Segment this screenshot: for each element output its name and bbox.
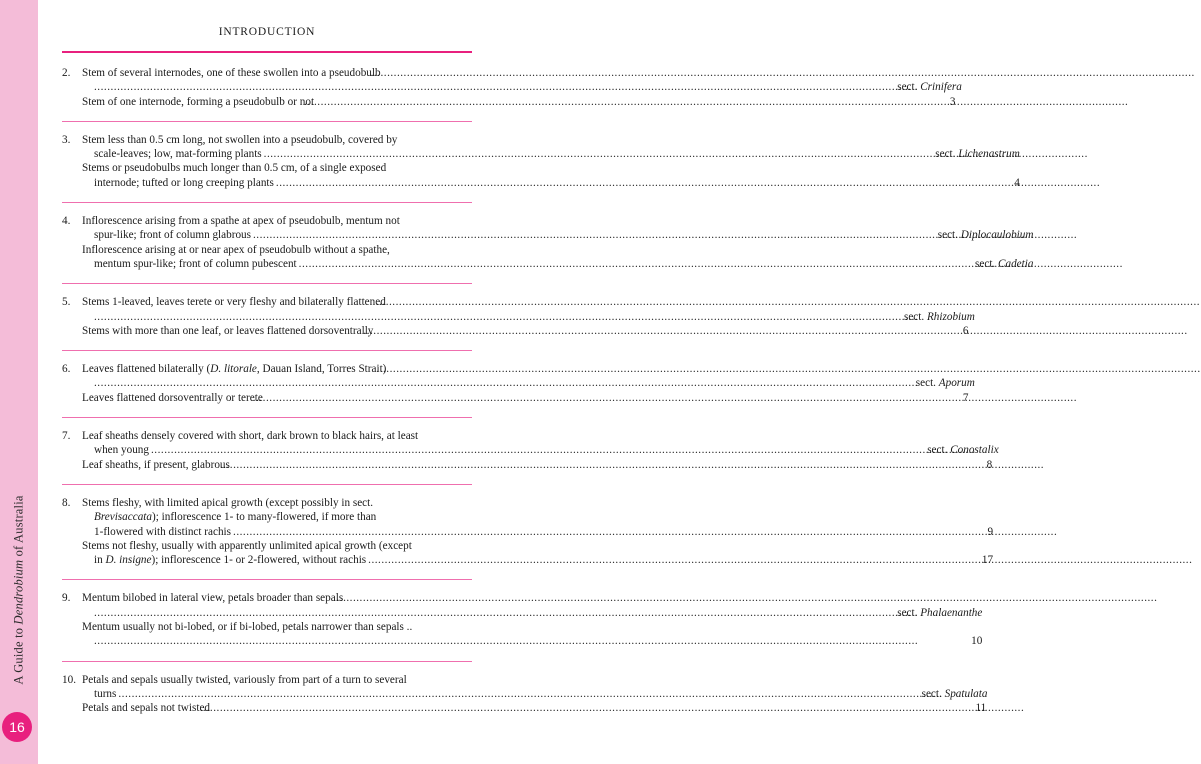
key-couplet-10 <box>62 673 988 716</box>
key-couplet-9 <box>62 591 983 648</box>
key-lead-5b: Stems with more than one leaf, or leaves flattened dorsoventrally ..... 6 <box>82 324 975 338</box>
couplet-number: 8. <box>62 496 71 509</box>
key-lead-9b-cont: ..... 10 <box>82 634 982 648</box>
divider <box>62 417 472 418</box>
couplet-number: 5. <box>62 296 71 309</box>
key-lead-9a: Mentum bilobed in lateral view, petals broader than sepals ..... <box>82 591 982 605</box>
key-lead-3a-cont: scale-leaves; low, mat-forming plants ..... sect. Lichenastrum <box>82 147 1020 161</box>
key-lead-4a: Inflorescence arising from a spathe at apex of pseudobulb, mentum not <box>82 215 400 228</box>
divider <box>62 283 472 284</box>
divider <box>62 202 472 203</box>
couplet-number: 2. <box>62 67 71 79</box>
key-couplet-7 <box>62 429 999 472</box>
key-lead-7b: Leaf sheaths, if present, glabrous ..... 8 <box>82 458 999 472</box>
key-lead-4b-cont: mentum spur-like; front of column pubescent ..... sect. Cadetia <box>82 257 1033 271</box>
header-rule <box>62 51 472 53</box>
divider <box>62 484 472 485</box>
key-lead-8b-cont: in D. insigne); inflorescence 1- or 2-flowered, without rachis ..... 17 <box>82 553 993 567</box>
identification-key <box>62 66 1034 716</box>
key-lead-5a: Stems 1-leaved, leaves terete or very fleshy and bilaterally flattened ..... <box>82 295 975 309</box>
couplet-number: 10. <box>62 673 76 686</box>
key-lead-3b: Stems or pseudobulbs much longer than 0.5 cm, of a single exposed <box>82 162 387 175</box>
couplet-number: 6. <box>62 363 71 376</box>
key-lead-7a-cont: when young ..... sect. Conostalix <box>82 443 999 457</box>
key-lead-4b: Inflorescence arising at or near apex of pseudobulb without a spathe, <box>82 243 390 256</box>
couplet-number: 3. <box>62 133 71 146</box>
key-lead-8a-line2: Brevisaccata); inflorescence 1- to many-flowered, if more than <box>94 511 377 524</box>
key-lead-8b: Stems not fleshy, usually with apparently unlimited apical growth (except <box>82 539 412 552</box>
key-lead-8a: Stems fleshy, with limited apical growth (except possibly in sect. <box>82 496 374 509</box>
divider <box>62 121 472 122</box>
key-lead-10b: Petals and sepals not twisted ..... 11 <box>82 701 987 715</box>
divider <box>62 661 472 662</box>
key-couplet-8 <box>62 496 994 567</box>
key-lead-2a-cont: ..... sect. Crinifera <box>82 80 962 94</box>
key-couplet-5 <box>62 295 975 338</box>
key-couplet-3 <box>62 133 1020 190</box>
key-couplet-4 <box>62 214 1034 271</box>
page-number-badge: 16 <box>2 712 32 742</box>
key-lead-7a: Leaf sheaths densely covered with short, dark brown to black hairs, at least <box>82 430 419 443</box>
key-lead-9b: Mentum usually not bi-lobed, or if bi-lobed, petals narrower than sepals .. <box>82 621 413 634</box>
key-couplet-2 <box>62 66 962 109</box>
couplet-number: 4. <box>62 215 71 228</box>
key-lead-4a-cont: spur-like; front of column glabrous ..... sect. Diplocaulobium <box>82 228 1033 242</box>
running-header: INTRODUCTION <box>218 26 316 38</box>
key-lead-6a: Leaves flattened bilaterally (D. litorale, Dauan Island, Torres Strait) ..... <box>82 362 975 376</box>
key-lead-10a-cont: turns ..... sect. Spatulata <box>82 687 987 701</box>
book-title: A Guide to Dendrobium of Australia <box>11 495 26 685</box>
key-lead-5a-cont: ..... sect. Rhizobium <box>82 310 975 324</box>
key-lead-10a: Petals and sepals usually twisted, variously from part of a turn to several <box>82 673 407 686</box>
divider <box>62 350 472 351</box>
key-lead-8a-cont: 1-flowered with distinct rachis ..... 9 <box>82 525 993 539</box>
divider <box>62 579 472 580</box>
key-lead-2a: Stem of several internodes, one of these swollen into a pseudobulb ..... <box>82 66 962 80</box>
couplet-number: 9. <box>62 592 71 605</box>
key-lead-6b: Leaves flattened dorsoventrally or terete ..... 7 <box>82 391 975 405</box>
key-couplet-6 <box>62 362 975 405</box>
key-lead-6a-cont: ..... sect. Aporum <box>82 376 975 390</box>
key-lead-2b: Stem of one internode, forming a pseudobulb or not ..... 3 <box>82 95 962 109</box>
key-lead-3b-cont: internode; tufted or long creeping plants ..... 4 <box>82 176 1020 190</box>
key-lead-9a-cont: ..... sect. Phalaenanthe <box>82 606 982 620</box>
couplet-number: 7. <box>62 430 71 443</box>
key-lead-3a: Stem less than 0.5 cm long, not swollen into a pseudobulb, covered by <box>82 133 398 146</box>
